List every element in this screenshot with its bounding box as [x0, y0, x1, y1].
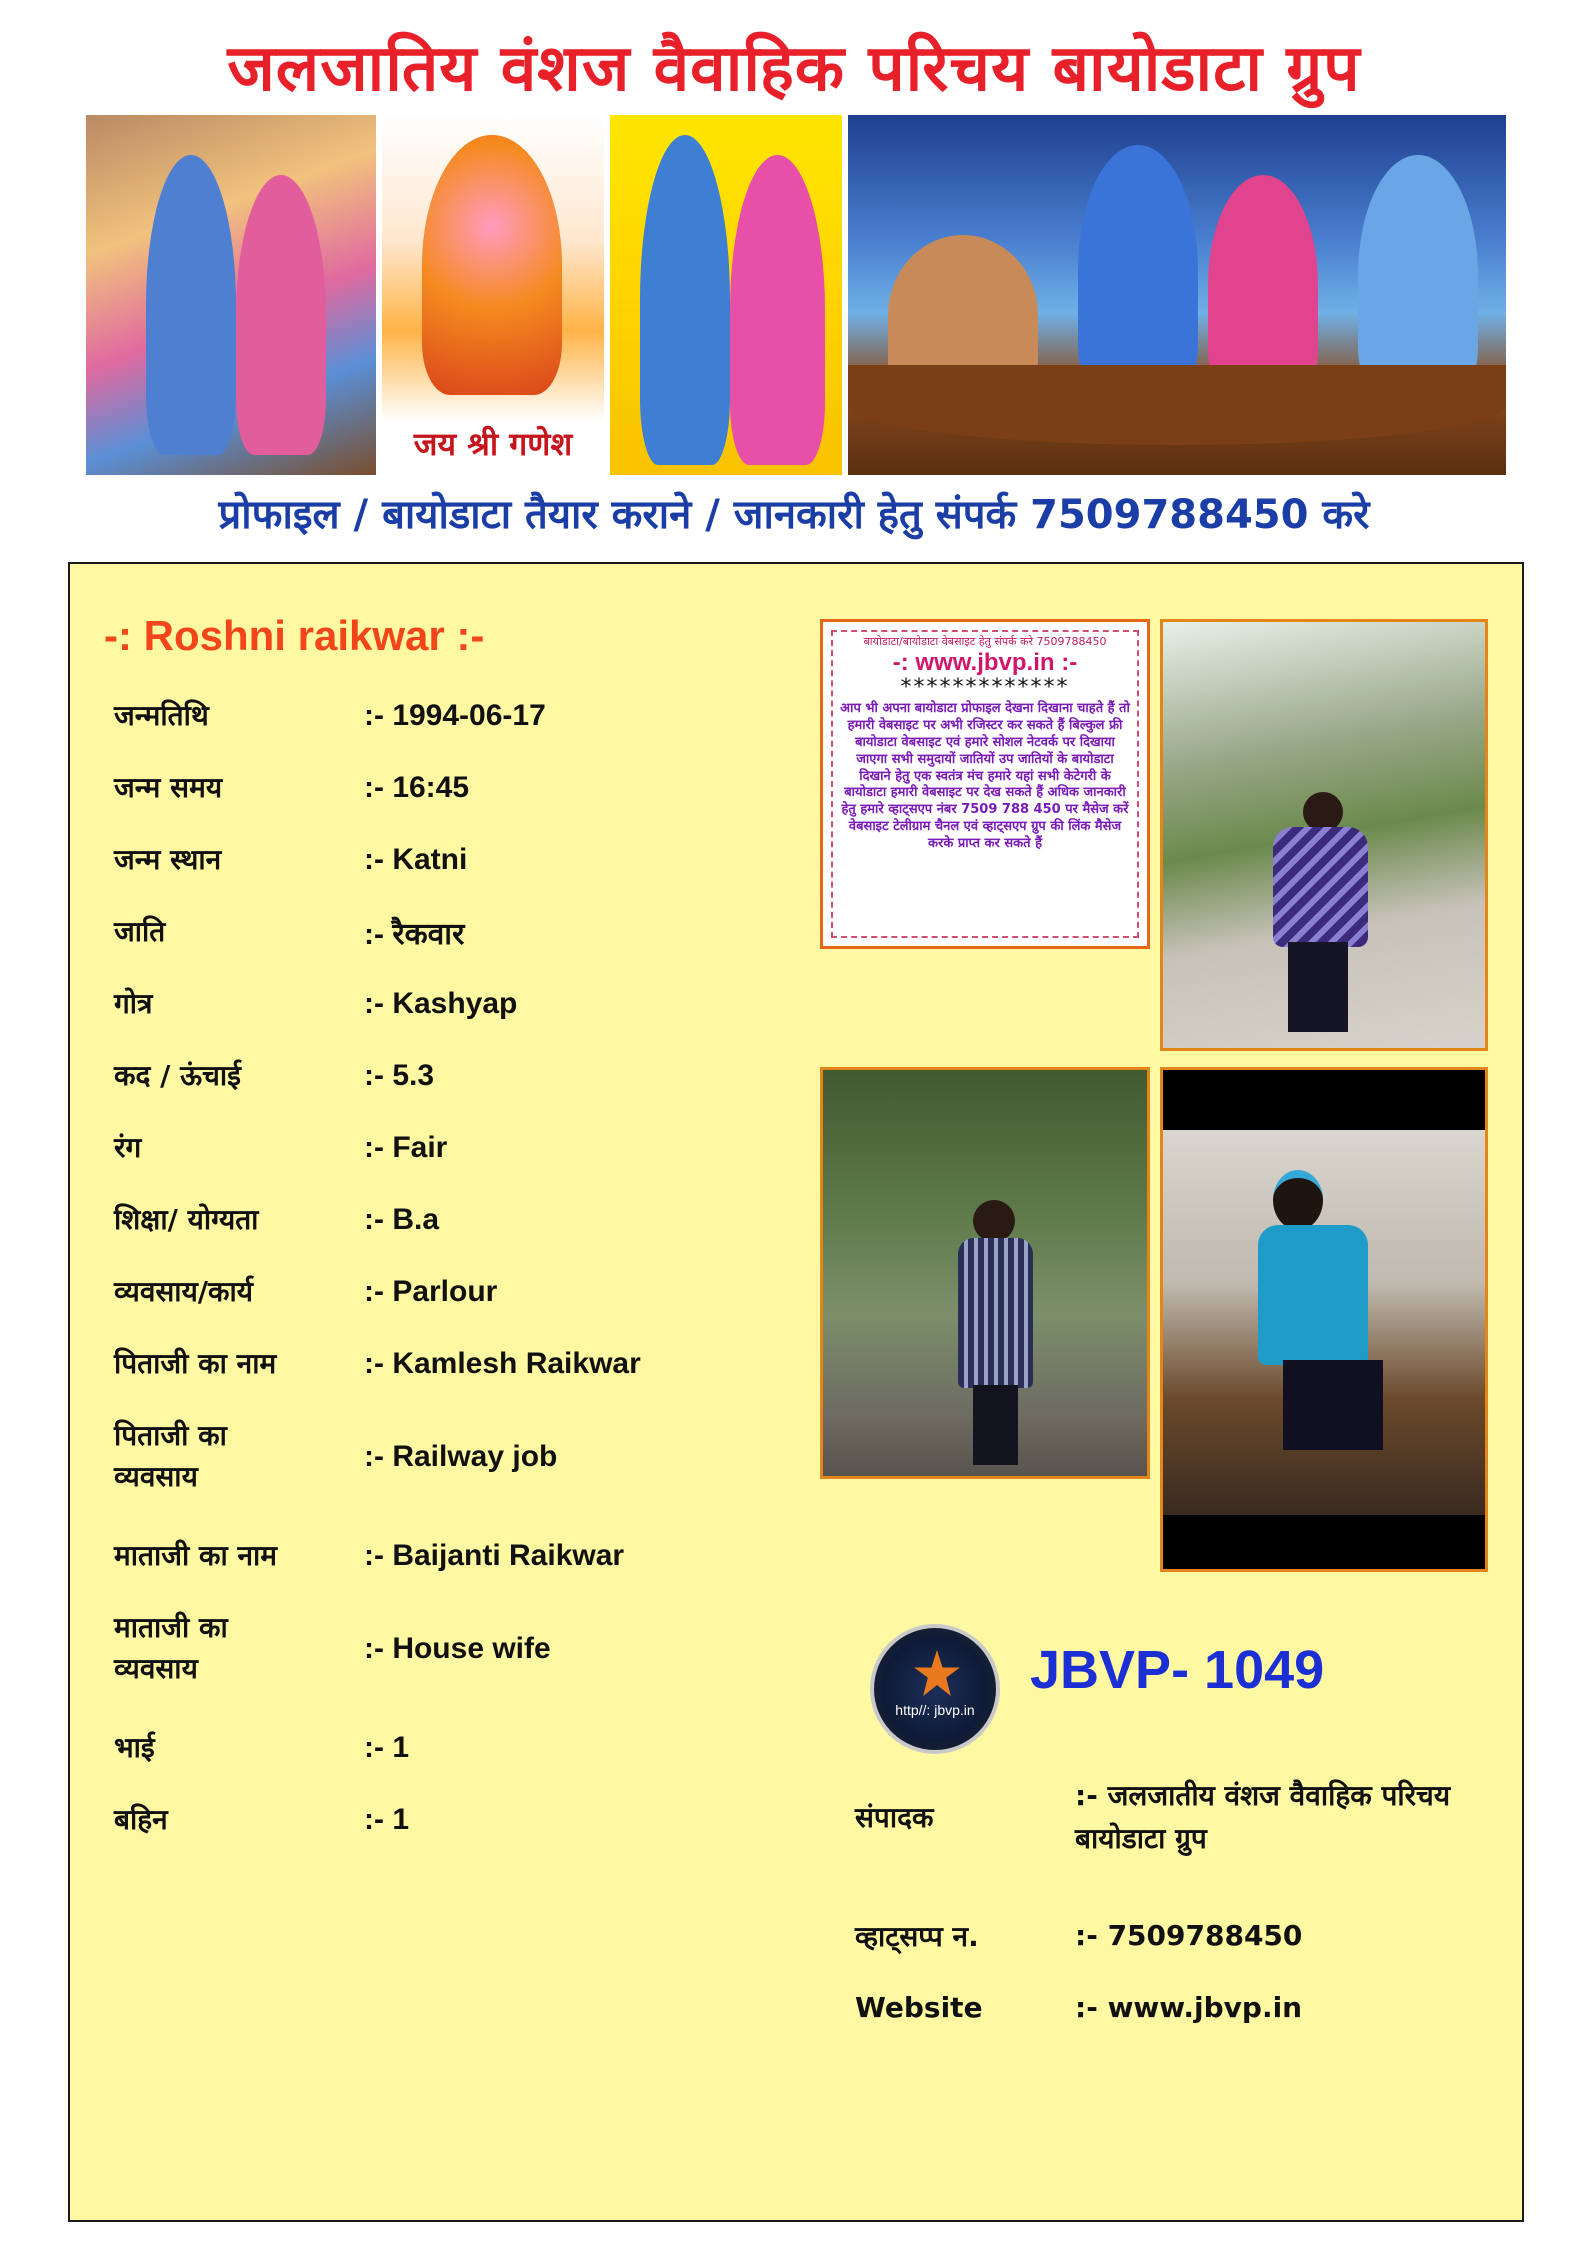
biodata-card: [68, 562, 1524, 2222]
field-label: व्यवसाय/कार्य: [114, 1275, 254, 1308]
field-row-brothers: [114, 1728, 834, 1769]
field-row-height: [114, 1056, 834, 1097]
field-value: :- 16:45: [364, 771, 470, 805]
field-value: :- 5.3: [364, 1059, 435, 1093]
banner-image-ram-sita-yellow: [610, 115, 842, 475]
profile-photo-2: [820, 1067, 1150, 1479]
profile-name: -: Roshni raikwar :-: [104, 612, 485, 659]
field-value: :- Baijanti Raikwar: [364, 1539, 625, 1573]
field-value: :- 1: [364, 1803, 409, 1837]
field-label: कद / ऊंचाई: [114, 1059, 241, 1092]
field-row-mother-name: [114, 1536, 834, 1577]
field-row-education: [114, 1200, 834, 1241]
field-row-birth-place: [114, 840, 834, 881]
field-label: पिताजी का व्यवसाय: [114, 1419, 227, 1493]
field-row-complexion: [114, 1128, 834, 1169]
banner-image-ganesh: [382, 115, 604, 475]
field-value: :- B.a: [364, 1203, 439, 1237]
field-label: जाति: [114, 915, 166, 949]
field-label: जन्म स्थान: [114, 843, 222, 876]
whatsapp-value: :- 7509788450: [1075, 1919, 1303, 1952]
field-row-birth-time: [114, 768, 834, 809]
field-label: माताजी का व्यवसाय: [114, 1611, 228, 1685]
field-value: :- रैकवार: [364, 918, 465, 951]
profile-photo-1: [1160, 619, 1488, 1051]
editor-label: संपादक: [855, 1801, 934, 1835]
field-label: गोत्र: [114, 987, 153, 1020]
ganesh-caption: जय श्री गणेश: [413, 425, 573, 463]
field-label: जन्म समय: [114, 771, 223, 804]
notice-text: आप भी अपना बायोडाटा प्रोफाइल देखना दिखाना चाहते हैं तो हमारी वेबसाइट पर अभी रजिस्टर कर सकते हैं बिल्कुल फ्री बायोडाटा वेबसाइट एवं हमारे सोशल नेटवर्क पर दिखाया जाएगा सभी समुदायों जातियों उप जातियों के बायोडाटा दिखाने हेतु एक स्वतंत्र मंच हमारे यहां सभी केटेगरी के बायोडाटा हमारी वेबसाइट पर देख सकते हैं अधिक जानकारी हेतु हमारे व्हाट्सएप नंबर 7509 788 450 पर मैसेज करें वेबसाइट टेलीग्राम चैनल एवं व्हाट्सएप ग्रुप की लिंक मैसेज करके प्राप्त कर सकते हैं: [840, 701, 1130, 852]
field-row-dob: [114, 696, 834, 737]
notice-top-line: बायोडाटा/बायोडाटा वेबसाइट हेतु संपर्क करे 7509788450: [863, 635, 1107, 648]
field-label: माताजी का नाम: [114, 1539, 278, 1572]
jbvp-seal-logo: [870, 1624, 1000, 1754]
field-value: :- Railway job: [364, 1439, 558, 1473]
website-value: :- www.jbvp.in: [1075, 1991, 1303, 2024]
field-label: रंग: [114, 1131, 142, 1164]
contact-subheader: प्रोफाइल / बायोडाटा तैयार कराने / जानकारी हेतु संपर्क 7509788450 करे: [218, 492, 1370, 538]
field-row-father-name: [114, 1344, 834, 1385]
whatsapp-label: व्हाट्सप्प न.: [855, 1919, 979, 1953]
field-value: :- 1994-06-17: [364, 699, 546, 733]
star-icon: [914, 1650, 960, 1696]
field-label: बहिन: [114, 1803, 168, 1836]
profile-code: JBVP- 1049: [1030, 1640, 1325, 1700]
field-row-occupation: [114, 1272, 834, 1313]
field-row-caste: [114, 912, 834, 953]
editor-value: :- जलजातीय वंशज वैवाहिक परिचय बायोडाटा ग्रुप: [1075, 1779, 1451, 1856]
editor-row: [855, 1774, 1475, 1861]
whatsapp-row: [855, 1914, 1475, 1957]
banner-image-ram-sita: [86, 115, 376, 475]
field-label: शिक्षा/ योग्यता: [114, 1203, 259, 1236]
notice-stars: *************: [900, 675, 1070, 700]
field-value: :- Fair: [364, 1131, 448, 1165]
website-row: [855, 1986, 1475, 2029]
seal-text: http//: jbvp.in: [895, 1702, 975, 1718]
website-notice-box: [820, 619, 1150, 949]
field-value: :- Katni: [364, 843, 468, 877]
field-label: जन्मतिथि: [114, 699, 209, 732]
field-row-sisters: [114, 1800, 834, 1841]
field-value: :- Parlour: [364, 1275, 498, 1309]
header-title: जलजातिय वंशज वैवाहिक परिचय बायोडाटा ग्रुप: [227, 32, 1361, 106]
banner-image-boat: [848, 115, 1506, 475]
field-value: :- Kashyap: [364, 987, 518, 1021]
field-value: :- Kamlesh Raikwar: [364, 1347, 641, 1381]
deity-banner: [86, 115, 1506, 475]
field-row-gotra: [114, 984, 834, 1025]
field-label: भाई: [114, 1731, 155, 1764]
profile-photo-3: [1160, 1067, 1488, 1572]
field-value: :- 1: [364, 1731, 409, 1765]
field-row-mother-occupation: [114, 1608, 834, 1689]
notice-url: -: www.jbvp.in :-: [892, 649, 1078, 676]
field-label: पिताजी का नाम: [114, 1347, 277, 1380]
field-row-father-occupation: [114, 1416, 834, 1497]
website-label: Website: [855, 1991, 983, 2025]
field-value: :- House wife: [364, 1631, 551, 1665]
